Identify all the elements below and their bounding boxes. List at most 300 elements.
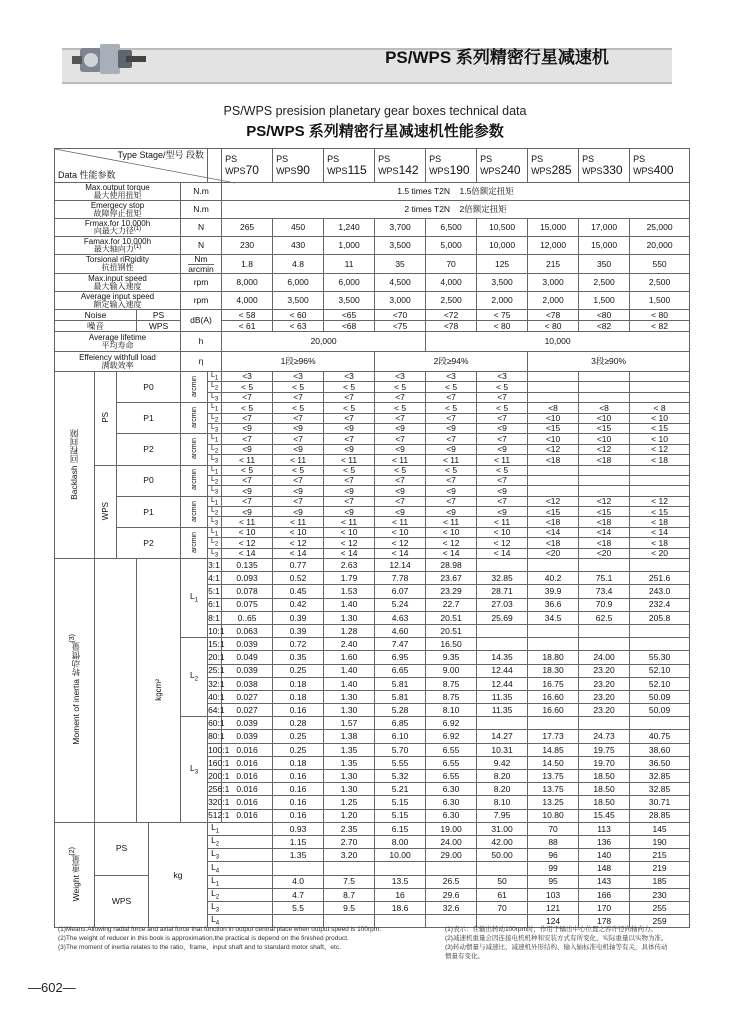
value-cell: 40.2 — [528, 572, 579, 585]
value-cell: <8 — [528, 403, 579, 413]
value-cell: 5.28 — [375, 704, 426, 717]
value-cell: < 8 — [630, 403, 690, 413]
value-cell: 6.30 — [426, 809, 477, 822]
value-cell: <65 — [324, 310, 375, 321]
value-cell: < 5 — [477, 382, 528, 392]
value-cell: <7 — [375, 496, 426, 506]
ratio-cell: 512:1 — [208, 810, 230, 821]
value-cell: < 11 — [222, 455, 273, 465]
value-cell: 3,500 — [477, 274, 528, 292]
value-cell: 10,000 — [477, 237, 528, 255]
value-cell: 0.42 — [273, 598, 324, 611]
note-en-3: (3)The moment of inertia relates to the ratio、frame、input shaft and to standard motor shaft、etc. — [58, 944, 341, 951]
value-cell: 15,000 — [579, 237, 630, 255]
lifetime-unit: h — [181, 332, 222, 352]
value-cell: 251.6 — [630, 572, 690, 585]
value-cell: 2.40 — [324, 638, 375, 651]
value-cell: 5.81 — [375, 677, 426, 690]
value-cell: <7 — [477, 475, 528, 485]
value-cell: 0.016 — [222, 770, 273, 783]
value-cell — [477, 638, 528, 651]
table-row — [55, 255, 690, 274]
value-cell: 0.39 — [273, 624, 324, 637]
value-cell: 25,000 — [630, 219, 690, 237]
value-cell: 39.9 — [528, 585, 579, 598]
value-cell: 125 — [477, 255, 528, 274]
value-cell: 430 — [273, 237, 324, 255]
value-cell: 18.6 — [375, 901, 426, 914]
stage-cell: $L_2$ — [208, 475, 222, 485]
value-cell: 1,000 — [324, 237, 375, 255]
value-cell: 19.70 — [579, 756, 630, 769]
value-cell: 70 — [426, 255, 477, 274]
value-cell — [477, 717, 528, 730]
value-cell: 18.30 — [528, 664, 579, 677]
table-row — [55, 292, 690, 310]
value-cell: 5,000 — [426, 237, 477, 255]
value-cell: <3 — [273, 372, 324, 382]
value-cell: 3,500 — [273, 292, 324, 310]
efficiency-value-3: 3段≥90% — [528, 352, 690, 372]
value-cell — [528, 624, 579, 637]
value-cell: 0.25 — [273, 743, 324, 756]
ratio-cell: 320:1 — [208, 797, 230, 808]
weight-label: Weight 重量$^{(2)}$ — [55, 822, 95, 928]
value-cell: 1.38 — [324, 730, 375, 743]
value-cell: 219 — [630, 862, 690, 875]
value-cell: 29.6 — [426, 888, 477, 901]
value-cell: 9.35 — [426, 651, 477, 664]
value-cell: 36.6 — [528, 598, 579, 611]
value-cell: 0.135 — [222, 559, 273, 572]
value-cell: < 11 — [273, 517, 324, 527]
value-cell: 31.00 — [477, 822, 528, 835]
value-cell: < 14 — [630, 527, 690, 537]
stage-cell: $L_2$ — [208, 888, 273, 901]
model-header-240 — [477, 149, 528, 183]
frmax-label: Frmax.for 10,000h 向最大力径$^{(1)}$ — [55, 219, 181, 237]
table-row — [55, 332, 690, 352]
value-cell: 230 — [630, 888, 690, 901]
value-cell: <7 — [426, 392, 477, 402]
value-cell: <7 — [375, 434, 426, 444]
value-cell: 1.60 — [324, 651, 375, 664]
ratio-cell: 160:1 — [208, 757, 230, 768]
value-cell: 1.30 — [324, 690, 375, 703]
value-cell: 16.60 — [528, 704, 579, 717]
ratio-cell: 32:1 — [208, 678, 225, 689]
value-cell: <7 — [426, 496, 477, 506]
value-cell: 23.20 — [579, 664, 630, 677]
value-cell — [528, 382, 579, 392]
value-cell: <18 — [528, 517, 579, 527]
value-cell: 12,000 — [528, 237, 579, 255]
value-cell: < 15 — [630, 423, 690, 433]
value-cell: 215 — [528, 255, 579, 274]
value-cell: 6.65 — [375, 664, 426, 677]
value-cell: 5.15 — [375, 796, 426, 809]
value-cell — [630, 392, 690, 402]
value-cell: 6.55 — [426, 756, 477, 769]
value-cell: 12.44 — [477, 677, 528, 690]
stage-cell: $L_4$ — [208, 862, 273, 875]
value-cell: 6.07 — [375, 585, 426, 598]
value-cell: 32.85 — [477, 572, 528, 585]
value-cell: 1.30 — [324, 770, 375, 783]
ratio-cell: 5:1 — [208, 586, 220, 597]
value-cell — [630, 624, 690, 637]
value-cell: <9 — [477, 423, 528, 433]
model-header-285 — [528, 149, 579, 183]
torsional-rigidity-label: Torsional riRgidity 抗扭钢性 — [55, 255, 181, 274]
stage-cell: $L_1$ — [208, 403, 222, 413]
inertia-stage-L3: $L_3$ — [181, 717, 208, 823]
value-cell: <14 — [528, 527, 579, 537]
value-cell: 30.71 — [630, 796, 690, 809]
value-cell: <70 — [375, 310, 426, 321]
value-cell: 32.6 — [426, 901, 477, 914]
value-cell: 3.20 — [324, 849, 375, 862]
table-row — [55, 434, 690, 444]
stage-cell: $L_3$ — [208, 548, 222, 558]
value-cell: 2.63 — [324, 559, 375, 572]
value-cell: <9 — [222, 507, 273, 517]
value-cell: 73.4 — [579, 585, 630, 598]
value-cell: 25.69 — [477, 611, 528, 624]
value-cell: 13.75 — [528, 783, 579, 796]
value-cell: < 10 — [630, 434, 690, 444]
value-cell: <18 — [528, 538, 579, 548]
value-cell: 145 — [630, 822, 690, 835]
value-cell: < 5 — [324, 403, 375, 413]
value-cell — [426, 862, 477, 875]
value-cell: <18 — [579, 517, 630, 527]
ratio-cell: 256:1 — [208, 784, 230, 795]
value-cell: 6.92 — [426, 717, 477, 730]
value-cell: <9 — [375, 423, 426, 433]
value-cell: <7 — [273, 413, 324, 423]
value-cell: < 5 — [375, 403, 426, 413]
value-cell: 3,500 — [375, 237, 426, 255]
value-cell: 0.93 — [273, 822, 324, 835]
value-cell — [630, 465, 690, 475]
value-cell: 121 — [528, 901, 579, 914]
value-cell: <68 — [324, 321, 375, 332]
value-cell: <7 — [222, 413, 273, 423]
value-cell: < 82 — [630, 321, 690, 332]
value-cell: <7 — [324, 434, 375, 444]
value-cell: 1.30 — [324, 783, 375, 796]
value-cell — [273, 862, 324, 875]
value-cell — [375, 862, 426, 875]
weight-unit: kg — [149, 822, 208, 928]
value-cell: 50.00 — [477, 849, 528, 862]
value-cell: 103 — [528, 888, 579, 901]
value-cell: 8.10 — [426, 704, 477, 717]
value-cell: <7 — [375, 475, 426, 485]
value-cell: <14 — [579, 527, 630, 537]
value-cell: < 80 — [630, 310, 690, 321]
noise-cn-label: 噪音 — [55, 321, 137, 332]
value-cell: < 12 — [630, 496, 690, 506]
value-cell — [528, 559, 579, 572]
value-cell: < 20 — [630, 548, 690, 558]
value-cell: 16 — [375, 888, 426, 901]
value-cell: 136 — [579, 835, 630, 848]
value-cell: <78 — [426, 321, 477, 332]
value-cell: 0.18 — [273, 756, 324, 769]
value-cell: 19.00 — [426, 822, 477, 835]
lifetime-label: Average lifetime 平均寿命 — [55, 332, 181, 352]
value-cell: 190 — [630, 835, 690, 848]
table-row — [55, 496, 690, 506]
value-cell: 12.44 — [477, 664, 528, 677]
value-cell: < 10 — [630, 413, 690, 423]
inertia-unit: kgcm² — [137, 559, 181, 823]
table-row — [55, 149, 690, 183]
value-cell: <7 — [477, 496, 528, 506]
value-cell: <8 — [579, 403, 630, 413]
value-cell — [477, 624, 528, 637]
value-cell: 0.075 — [222, 598, 273, 611]
value-cell: 11 — [324, 255, 375, 274]
value-cell: <7 — [426, 413, 477, 423]
value-cell: 0.016 — [222, 809, 273, 822]
value-cell: 3,700 — [375, 219, 426, 237]
value-cell: 6.55 — [426, 770, 477, 783]
value-cell — [630, 717, 690, 730]
model-name: PS WPS90 — [276, 154, 310, 177]
value-cell: < 60 — [273, 310, 324, 321]
max-input-speed-unit: rpm — [181, 274, 222, 292]
table-row — [55, 822, 690, 835]
value-cell: 8.75 — [426, 690, 477, 703]
model-name: PS WPS240 — [480, 154, 521, 177]
value-cell: < 10 — [477, 527, 528, 537]
value-cell: < 11 — [426, 455, 477, 465]
note-cn-2: (2)减速机重量会因连接电机机种和安装方式有所变化，实际重量以实物为准。 — [445, 935, 668, 942]
value-cell: 7.47 — [375, 638, 426, 651]
value-cell: 26.5 — [426, 875, 477, 888]
value-cell: <7 — [273, 496, 324, 506]
noise-wps-label: WPS — [137, 321, 181, 332]
value-cell: 5.55 — [375, 756, 426, 769]
value-cell: 13.25 — [528, 796, 579, 809]
value-cell: < 5 — [324, 465, 375, 475]
value-cell: 75.1 — [579, 572, 630, 585]
table-row — [55, 559, 690, 572]
value-cell: <9 — [477, 444, 528, 454]
lifetime-value-2: 10,000 — [426, 332, 690, 352]
backlash-unit: arcmin — [181, 465, 208, 496]
value-cell: 12.14 — [375, 559, 426, 572]
value-cell: 0..65 — [222, 611, 273, 624]
value-cell: < 12 — [324, 538, 375, 548]
value-cell: <9 — [324, 444, 375, 454]
value-cell: < 10 — [324, 527, 375, 537]
corner-top-label: Type Stage/型号 段数 — [117, 150, 205, 160]
value-cell: 13.75 — [528, 770, 579, 783]
table-row — [55, 201, 690, 219]
value-cell — [579, 624, 630, 637]
lifetime-value-1: 20,000 — [222, 332, 426, 352]
value-cell: 28.98 — [426, 559, 477, 572]
value-cell: 350 — [579, 255, 630, 274]
value-cell: <18 — [528, 455, 579, 465]
value-cell: < 5 — [222, 382, 273, 392]
model-header-115 — [324, 149, 375, 183]
value-cell: 5.32 — [375, 770, 426, 783]
value-cell: 23.29 — [426, 585, 477, 598]
value-cell: < 10 — [273, 527, 324, 537]
value-cell: 6,000 — [273, 274, 324, 292]
avg-input-speed-label: Average input speed 额定输入速度 — [55, 292, 181, 310]
value-cell: 5.24 — [375, 598, 426, 611]
emergency-stop-unit: N.m — [181, 201, 222, 219]
value-cell: <75 — [375, 321, 426, 332]
value-cell: < 11 — [375, 517, 426, 527]
value-cell: 28.85 — [630, 809, 690, 822]
value-cell — [579, 372, 630, 382]
value-cell: 11.35 — [477, 690, 528, 703]
value-cell: 1.15 — [273, 835, 324, 848]
value-cell: 5.70 — [375, 743, 426, 756]
value-cell: <3 — [477, 372, 528, 382]
note-cn-3: (3)转动惯量与减速比、减速机外形结构、输入轴标准电机轴等有关，具体传动 — [445, 944, 668, 951]
value-cell: 20,000 — [630, 237, 690, 255]
value-cell: 6.95 — [375, 651, 426, 664]
value-cell — [579, 717, 630, 730]
table-row — [55, 403, 690, 413]
value-cell: 8.7 — [324, 888, 375, 901]
table-row — [55, 527, 690, 537]
value-cell: 20.51 — [426, 624, 477, 637]
value-cell: 1.30 — [324, 611, 375, 624]
value-cell: 8.00 — [375, 835, 426, 848]
stage-cell: $L_2$ — [208, 382, 222, 392]
value-cell: 0.027 — [222, 690, 273, 703]
value-cell: <9 — [273, 507, 324, 517]
value-cell: 17,000 — [579, 219, 630, 237]
technical-data-table — [54, 148, 690, 928]
backlash-precision-P1: P1 — [117, 403, 181, 434]
note-en-1: (1)Means:Allowing radial force and axial force that function in output central place when output speed is 100rpm. — [58, 926, 382, 933]
value-cell: 6.92 — [426, 730, 477, 743]
value-cell: < 75 — [477, 310, 528, 321]
value-cell: 1.57 — [324, 717, 375, 730]
value-cell — [579, 638, 630, 651]
value-cell: < 5 — [375, 465, 426, 475]
value-cell: 15,000 — [528, 219, 579, 237]
value-cell: <7 — [273, 392, 324, 402]
value-cell: < 18 — [630, 538, 690, 548]
model-header-142 — [375, 149, 426, 183]
value-cell: <18 — [579, 455, 630, 465]
value-cell — [630, 372, 690, 382]
stage-cell: $L_1$ — [208, 527, 222, 537]
value-cell: 4.60 — [375, 624, 426, 637]
model-header-90 — [273, 149, 324, 183]
value-cell: 24.00 — [426, 835, 477, 848]
value-cell — [630, 475, 690, 485]
value-cell: <9 — [426, 423, 477, 433]
value-cell: < 12 — [273, 538, 324, 548]
value-cell: 0.25 — [273, 730, 324, 743]
value-cell — [579, 486, 630, 496]
value-cell: 3,500 — [324, 292, 375, 310]
value-cell: 38.60 — [630, 743, 690, 756]
value-cell: <9 — [426, 507, 477, 517]
stage-cell: $L_3$ — [208, 517, 222, 527]
stage-cell: $L_2$ — [208, 507, 222, 517]
value-cell: 28.71 — [477, 585, 528, 598]
model-name: PS WPS70 — [225, 154, 259, 177]
note-en-2: (2)The weight of reducer in this book is approximation,the practical is depend on the finished product. — [58, 935, 349, 942]
value-cell: 124 — [528, 915, 579, 928]
value-cell: 2.70 — [324, 835, 375, 848]
value-cell: 35 — [375, 255, 426, 274]
value-cell: 10.80 — [528, 809, 579, 822]
value-cell: < 14 — [273, 548, 324, 558]
value-cell: <20 — [528, 548, 579, 558]
value-cell: <7 — [375, 413, 426, 423]
value-cell: 50.09 — [630, 690, 690, 703]
value-cell: 34.5 — [528, 611, 579, 624]
max-torque-unit: N.m — [181, 183, 222, 201]
value-cell — [528, 372, 579, 382]
value-cell: 0.039 — [222, 717, 273, 730]
value-cell: 5.5 — [273, 901, 324, 914]
stage-cell: $L_2$ — [208, 413, 222, 423]
famax-label: Famax.for 10,000h 最大轴向力$^{(1)}$ — [55, 237, 181, 255]
value-cell — [630, 486, 690, 496]
backlash-unit: arcmin — [181, 372, 208, 403]
value-cell: 18.50 — [579, 770, 630, 783]
value-cell: 0.45 — [273, 585, 324, 598]
value-cell: <10 — [528, 434, 579, 444]
model-name: PS WPS400 — [633, 154, 674, 177]
efficiency-label: Effeiency withfull load 满载效率 — [55, 352, 181, 372]
stage-cell: $L_1$ — [208, 465, 222, 475]
value-cell: 9.00 — [426, 664, 477, 677]
value-cell: < 5 — [426, 403, 477, 413]
value-cell — [579, 559, 630, 572]
value-cell: 88 — [528, 835, 579, 848]
value-cell: < 12 — [426, 538, 477, 548]
corner-bottom-label: Data 性能参数 — [58, 170, 116, 180]
value-cell: < 11 — [477, 455, 528, 465]
model-name: PS WPS330 — [582, 154, 623, 177]
table-row — [55, 310, 690, 321]
max-input-speed-label: Max.input speed 最大输入速度 — [55, 274, 181, 292]
value-cell: <7 — [477, 392, 528, 402]
value-cell: 61 — [477, 888, 528, 901]
efficiency-value-1: 1段≥96% — [222, 352, 375, 372]
noise-label: Noise — [55, 310, 137, 321]
value-cell — [579, 475, 630, 485]
value-cell: 255 — [630, 901, 690, 914]
table-row — [55, 237, 690, 255]
value-cell: < 5 — [477, 403, 528, 413]
table-row — [55, 321, 690, 332]
value-cell: 7.95 — [477, 809, 528, 822]
value-cell: 1.30 — [324, 704, 375, 717]
ratio-cell: 80:1 — [208, 731, 225, 742]
value-cell: 1.53 — [324, 585, 375, 598]
value-cell: < 5 — [222, 465, 273, 475]
value-cell: 16.50 — [426, 638, 477, 651]
value-cell: < 11 — [477, 517, 528, 527]
